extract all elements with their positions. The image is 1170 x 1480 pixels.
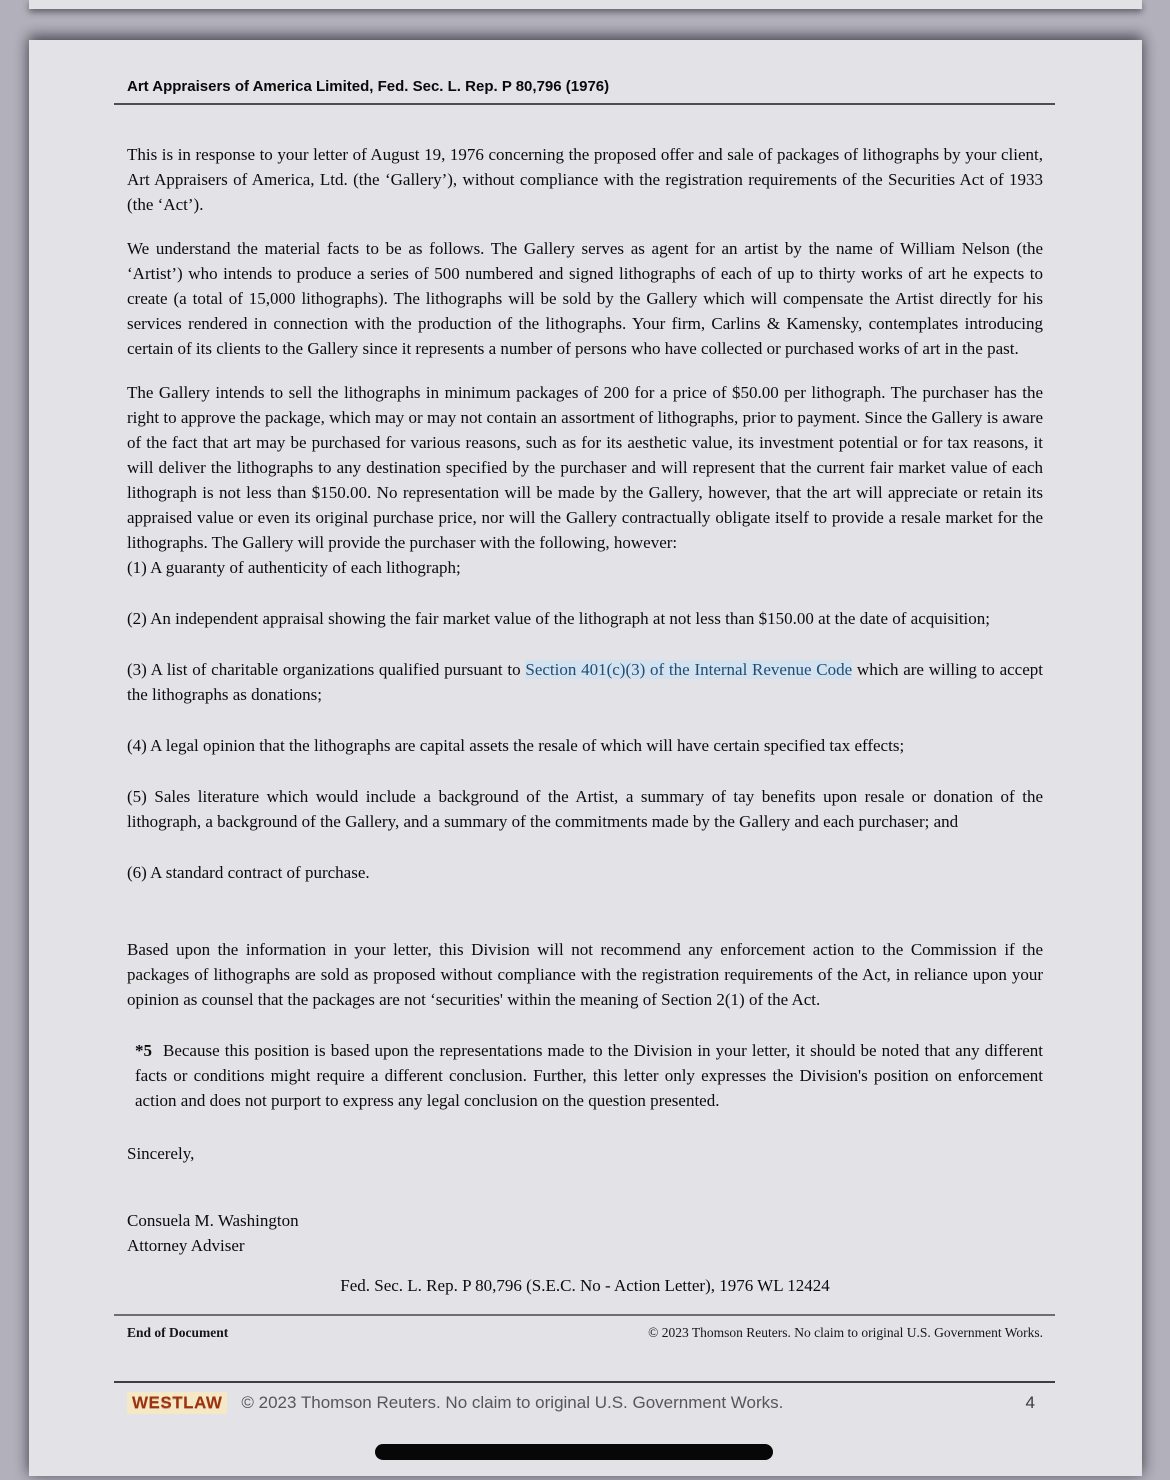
- signature-title: Attorney Adviser: [127, 1236, 245, 1255]
- list-item-3: [127, 657, 1043, 707]
- list-item-3-text-before: (3) A list of charitable organizations qualified pursuant to: [127, 660, 526, 679]
- end-of-document-label: End of Document: [127, 1325, 229, 1340]
- westlaw-bar-copyright: © 2023 Thomson Reuters. No claim to original U.S. Government Works.: [241, 1393, 784, 1412]
- list-item-6: (6) A standard contract of purchase.: [127, 863, 370, 882]
- paragraph-star-page-5-text: Because this position is based upon the representations made to the Division in your letter, it should be noted that any different facts or conditions might require a different conclusion. Further, this letter only expresses the Division's position on enforcement action and does not purport to express any legal conclusion on the question presented.: [135, 1041, 1043, 1110]
- citation-line: Fed. Sec. L. Rep. P 80,796 (S.E.C. No - Action Letter), 1976 WL 12424: [340, 1276, 830, 1295]
- paragraph-intro: This is in response to your letter of August 19, 1976 concerning the proposed offer and sale of packages of lithographs by your client, Art Appraisers of America, Ltd. (the ‘Gallery’), without compliance with the registration requirements of the Securities Act of 1933 (the ‘Act’).: [127, 145, 1043, 214]
- title-divider: [114, 103, 1055, 105]
- star-page-marker: *5: [135, 1041, 152, 1060]
- paragraph-facts: We understand the material facts to be as follows. The Gallery serves as agent for an artist by the name of William Nelson (the ‘Artist’) who intends to produce a series of 500 numbered and signed lithographs of each of up to thirty works of art he expects to create (a total of 15,000 lithographs). The lithographs will be sold by the Gallery which will compensate the Artist directly for his services rendered in connection with the production of the lithographs. Your firm, Carlins & Kamensky, contemplates introducing certain of its clients to the Gallery since it represents a number of persons who have collected or purchased works of art in the past.: [127, 239, 1043, 358]
- document-footer-row: [127, 1325, 1043, 1341]
- paragraph-star-page-5: [127, 1038, 1043, 1113]
- previous-page-sheet-edge: [29, 0, 1142, 9]
- westlaw-bar-divider: [114, 1381, 1055, 1383]
- list-item-4: (4) A legal opinion that the lithographs are capital assets the resale of which will have certain specified tax effects;: [127, 736, 905, 755]
- document-copyright: © 2023 Thomson Reuters. No claim to original U.S. Government Works.: [648, 1325, 1043, 1340]
- closing-salutation: Sincerely,: [127, 1144, 195, 1163]
- westlaw-footer-bar: [127, 1392, 1043, 1414]
- statute-link-section-401c3[interactable]: Section 401(c)(3) of the Internal Revenue Code: [525, 660, 853, 679]
- list-item-3-text-after: which are willing to accept the lithographs as donations;: [127, 660, 1043, 704]
- list-item-2: (2) An independent appraisal showing the fair market value of the lithograph at not less than $150.00 at the date of acquisition;: [127, 609, 990, 628]
- westlaw-logo: WESTLAW: [127, 1392, 227, 1414]
- paragraph-gallery-terms: The Gallery intends to sell the lithographs in minimum packages of 200 for a price of $50.00 per lithograph. The purchaser has the right to approve the package, which may or may not contain an assortment of lithographs, prior to payment. Since the Gallery is aware of the fact that art may be purchased for various reasons, such as for its aesthetic value, its investment potential or for tax reasons, it will deliver the lithographs to any destination specified by the purchaser and will represent that the current fair market value of each lithograph is not less than $150.00. No representation will be made by the Gallery, however, that the art will appreciate or retain its appraised value or even its original purchase price, nor will the Gallery contractually obligate itself to provide a resale market for the lithographs. The Gallery will provide the purchaser with the following, however:: [127, 383, 1043, 552]
- document-page: [29, 40, 1142, 1476]
- document-title: Art Appraisers of America Limited, Fed. Sec. L. Rep. P 80,796 (1976): [127, 78, 610, 95]
- page-content: [29, 40, 1142, 1414]
- redaction-bar: [375, 1444, 773, 1460]
- list-item-5: (5) Sales literature which would include a background of the Artist, a summary of tay benefits upon resale or donation of the lithograph, a background of the Gallery, and a summary of the commitments made by the Gallery and each purchaser; and: [127, 787, 1043, 831]
- signature-name: Consuela M. Washington: [127, 1211, 299, 1230]
- list-item-1: (1) A guaranty of authenticity of each lithograph;: [127, 558, 461, 577]
- end-of-document-divider: [114, 1314, 1055, 1316]
- page-number: 4: [1025, 1393, 1035, 1412]
- paragraph-no-action-position: Based upon the information in your letter, this Division will not recommend any enforcement action to the Commission if the packages of lithographs are sold as proposed without compliance with the registration requirements of the Act, in reliance upon your opinion as counsel that the packages are not ‘securities' within the meaning of Section 2(1) of the Act.: [127, 940, 1043, 1009]
